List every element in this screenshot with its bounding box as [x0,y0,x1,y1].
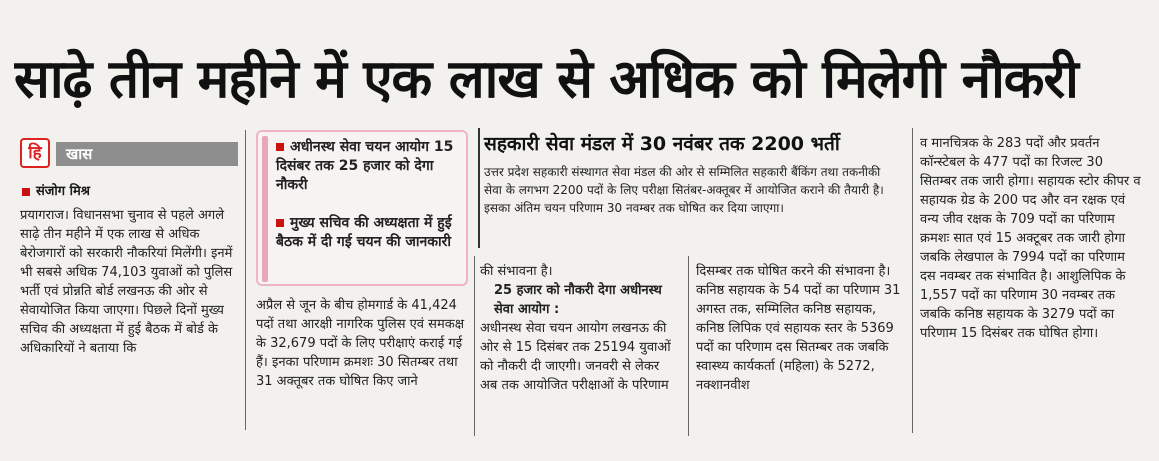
headline: साढ़े तीन महीने में एक लाख से अधिक को मिलेगी नौकरी [14,49,1078,110]
sub-story-rule [478,128,480,248]
sub-story-body: उत्तर प्रदेश सहकारी संस्थागत सेवा मंडल की ओर से सम्मिलित सहकारी बैंकिंग तथा तकनीकी सेवा के लगभग 2200 पदों के लिए परीक्षा सितंबर-अक्तूबर में आयोजित कराने की तैयारी है। इसका अंतिम चयन परिणाम 30 नवम्बर तक घोषित कर दिया जाएगा। [484,165,884,215]
highlight-item [276,138,462,195]
column-3 [480,262,680,395]
column-5-text: व मानचित्रक के 283 पदों और प्रवर्तन कॉन्स्टेबल के 477 पदों का रिजल्ट 30 सितम्बर तक जारी होगा। सहायक स्टोर कीपर व सहायक ग्रेड के 200 पद और वन रक्षक एवं वन्य जीव रक्षक के 709 पदों का परिणाम क्रमशः सात एवं 15 अक्टूबर तक जारी होगा जबकि लेखपाल के 7994 पदों का परिणाम दस नवम्बर तक संभावित है। आशुलिपिक के 1,557 पदों का परिणाम 30 नवम्बर तक जबकि कनिष्ठ सहायक के 3279 पदों का परिणाम 15 दिसंबर तक घोषित होगा। [920,136,1141,341]
column-divider [688,256,689,436]
column-3-subhead: 25 हजार को नौकरी देगा अधीनस्थ सेवा आयोग : [494,283,662,317]
column-1 [20,206,236,358]
bullet-square-icon [276,143,284,151]
column-2 [256,296,468,391]
bullet-square-icon [276,219,284,227]
highlight-bar [262,136,268,282]
byline-name: संजोग मिश्र [36,184,90,199]
column-2-text: अप्रैल से जून के बीच होमगार्ड के 41,424 पदों तथा आरक्षी नागरिक पुलिस एवं समकक्ष के 32,679 पदों के लिए परीक्षाएं कराई गई हैं। इनका परिणाम क्रमशः 30 सितम्बर तथा 31 अक्तूबर तक घोषित किए जाने [256,298,465,389]
column-1-text: प्रयागराज। विधानसभा चुनाव से पहले अगले साढ़े तीन महीने में एक लाख से अधिक बेरोजगारों को सरकारी नौकरियां मिलेंगी। इनमें भी सबसे अधिक 74,103 युवाओं को पुलिस भर्ती एवं प्रोन्नति बोर्ड लखनऊ की ओर से सेवायोजित किया जाएगा। पिछले दिनों मुख्य सचिव की अध्यक्षता में हुई बैठक में बोर्ड के अधिकारियों ने बताया कि [20,208,233,356]
brand-logo: हि [20,138,50,168]
column-3-lead: की संभावना है। [480,264,553,279]
highlights-box [256,130,468,286]
brand-box [20,138,240,168]
column-4-text: दिसम्बर तक घोषित करने की संभावना है। कनिष्ठ सहायक के 54 पदों का परिणाम 31 अगस्त तक, सम्मिलित कनिष्ठ सहायक, कनिष्ठ लिपिक एवं सहायक स्तर के 5369 पदों का परिणाम दस सितम्बर तक जबकि स्वास्थ्य कार्यकर्ता (महिला) के 5272, नक्शानवीश [696,264,901,393]
sub-story-headline: सहकारी सेवा मंडल में 30 नवंबर तक 2200 भर्ती [484,133,840,155]
bullet-square-icon [22,188,30,196]
highlight-item [276,214,462,252]
column-4 [696,262,904,395]
column-divider [245,130,246,430]
column-divider [474,256,475,436]
highlight-text: मुख्य सचिव की अध्यक्षता में हुई बैठक में दी गई चयन की जानकारी [276,215,452,250]
brand-label: खास [56,142,238,166]
column-divider [912,128,913,433]
highlight-text: अधीनस्थ सेवा चयन आयोग 15 दिसंबर तक 25 हजार को देगा नौकरी [276,139,454,193]
column-3-text: अधीनस्थ सेवा चयन आयोग लखनऊ की ओर से 15 दिसंबर तक 25194 युवाओं को नौकरी दी जाएगी। जनवरी से लेकर अब तक आयोजित परीक्षाओं के परिणाम [480,321,671,393]
column-5 [920,134,1142,343]
byline [22,181,90,199]
